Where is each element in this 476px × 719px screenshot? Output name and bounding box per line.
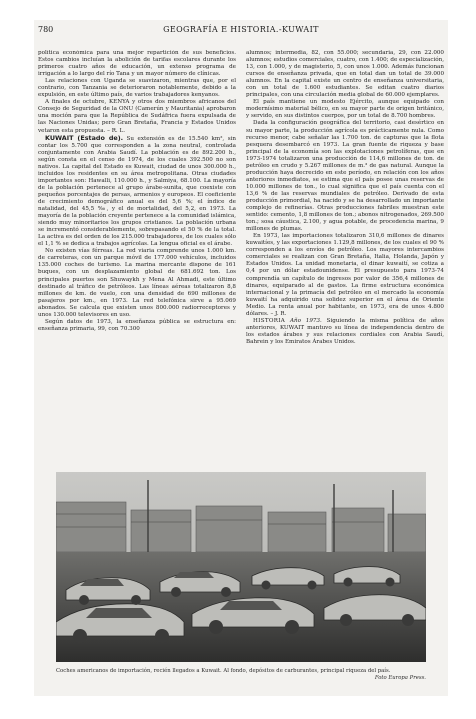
paragraph: Según datos de 1973, la enseñanza pública se estructura en: enseñanza primaria, 99, con 70.300 bbox=[38, 318, 236, 332]
photo-caption: Coches americanos de importación, recién llegados a Kuwait. Al fondo, depósitos de carburantes, principal riqueza del país. bbox=[56, 668, 391, 674]
section-year: Año 1973. bbox=[289, 317, 322, 324]
section-heading-kuwait: KUWAIT (Estado de). bbox=[45, 133, 124, 142]
paragraph: Las relaciones con Uganda se suavizaron, mientras que, por el contrario, con Tanzania se deterioraron notablemente, debido a la expulsión, en este último país, de varios trabajadores kenyanos. bbox=[38, 78, 236, 99]
page-header bbox=[34, 20, 448, 38]
left-column bbox=[38, 50, 236, 460]
paragraph: El país mantiene un modesto Ejército, aunque equipado con modernísimo material bélico, en su mayor parte de origen británico, y servido, en sus distintos cuerpos, por un total de 8.700 hombres. bbox=[246, 99, 444, 120]
photo-illustration bbox=[56, 472, 426, 662]
photo-credit: Foto Europa Press. bbox=[374, 675, 426, 681]
kuwait-section bbox=[38, 135, 236, 249]
historia-section bbox=[246, 318, 444, 346]
paragraph: No existen vías férreas. La red viaria comprende unos 1.000 km. de carreteras, con un parque móvil de 177.000 vehículos, incluidos 135.000 coches de turismo. La marina mercante dispone de 161 buques, con un desplazamiento global de 681.692 ton. Los principales puertos son Shuwaykh y Mena Al Ahmadi, este último destinado al tráfico de petróleos. Las líneas aéreas totalizaron 8,8 millones de km. de vuelo, con una densidad de 690 millones de pasajeros por km., en 1973. La red telefónica sirve a 95.069 abonados. Se calcula que existen unos 800.000 radiorreceptores y unos 130.000 televisores en uso. bbox=[38, 248, 236, 318]
paragraph: A finales de octubre, KENYA y otros dos miembros africanos del Consejo de Seguridad de la ONU (Camerún y Mauritania) aprobaron una moción para que la República de Sudáfrica fuera expulsada de las Naciones Unidas; pero Gran Bretaña, Francia y Estados Unidos vetaron esta propuesta. – R. L. bbox=[38, 99, 236, 134]
page-number: 780 bbox=[38, 25, 54, 34]
paragraph: En 1973, las importaciones totalizaron 310,6 millones de dinares kuwaitíes, y las exportaciones 1.129,8 millones, de los cuales el 90 % corresponden a los envíos de petróleo. Los mayores intercambios comerciales se realizan con Gran Bretaña, Italia, Holanda, Japón y Estados Unidos. La unidad monetaria, el dinar kuwaití, se cotiza a 0,4 por un dólar estadounidense. El presupuesto para 1973-74 comprendía un capítulo de ingresos por valor de 356,4 millones de dinares, equiparado al de gastos. La firme estructura económica internacional y la primacía del petróleo en el mercado la economía kuwaití ha adquirido una solidez superior en el área de Oriente Medio. La renta anual por habitante, en 1973, era de unos 4.800 dólares. – J. R. bbox=[246, 233, 444, 317]
paragraph: Dada la configuración geográfica del territorio, casi desértico en su mayor parte, la producción agrícola es prácticamente nula. Como recurso menor, cabe señalar las 1.700 ton. de capturas que la flota pesquera desembarcó en 1973. La gran fuente de riqueza y base principal de la economía son las explotaciones petrolíferas, que en 1973-1974 totalizaron una producción de 114,6 millones de ton. de petróleo en crudo y 5.267 millones de m.³ de gas natural. Aunque la producción haya decrecido en este período, en relación con los años anteriores inmediatos, se estima que el país posee unas reservas de 10.000 millones de ton., lo cual significa que el país cuenta con el 13,6 % de las reservas mundiales de petróleo. Derivado de esta producción primordial, ha nacido y se ha desarrollado un importante complejo de refinerías. Otras producciones fabriles muestran este sentido: cemento, 1,8 millones de ton.; abonos nitrogenados, 269.500 ton.; sosa cáustica, 2.100, y agua potable, de procedencia marina, 9 millones de plumas. bbox=[246, 120, 444, 233]
paragraph-text: Su extensión es de 15.540 km², sin contar los 5.700 que corresponden a la zona neutral, controlada conjuntamente con Arabia Saudí. La población es de 892.200 h., según consta en el censo de 1974, de los cuales 392.500 no son nativos. La capital del Estado es Kuwait, ciudad de unos 300.000 h., incluidos los residentes en su área metropolitana. Otras ciudades importantes son: Hawalli, 110.000 h., y Salmiya, 68.100. La mayoría de la población pertenece al grupo árabe-sunita, que coexiste con pequeños porcentajes de persas, armenios y europeos. El coeficiente de crecimiento demográfico anual es del 5,6 %; el índice de natalidad, del 45,5 ‰, y el de mortalidad, del 5,2, en 1973. La mayoría de la población creyente pertenece a la comunidad islámica, siendo muy minoritarios los grupos cristianos. La población urbana se incrementó considerablemente, sobrepasando el 50 % de la total. La activa es del orden de los 215.000 trabajadores, de los cuales sólo el 1,1 % se dedica a trabajos agrícolas. La lengua oficial es el árabe. bbox=[38, 135, 236, 248]
paragraph: alumnos; intermedia, 82, con 55.000; secundaria, 29, con 22.000 alumnos; estudios comerciales, cuatro, con 1.400; de especialización, 13, con 1.000, y de magisterio, 5, con unos 1.000. Además funcionan cursos de enseñanza privada, que en total dan un total de 39.000 alumnos. En la capital existe un centro de enseñanza universitaria, con un total de 1.600 estudiantes. Se editan cuatro diarios principales, con una circulación media global de 60.000 ejemplares. bbox=[246, 50, 444, 99]
section-heading-historia: HISTORIA bbox=[253, 317, 286, 324]
right-column bbox=[246, 50, 444, 468]
photograph-cars-at-port bbox=[56, 472, 426, 662]
magazine-page bbox=[34, 20, 448, 696]
paragraph: política económica para una mejor repartición de sus beneficios. Estos cambios incluían la abolición de tarifas escolares durante los primeros cuatro años de educación, un extenso programa de irrigación a lo largo del río Tana y un mayor número de clínicas. bbox=[38, 50, 236, 78]
paragraph-text: Siguiendo la misma política de años anteriores, KUWAIT mantuvo su línea de independencia dentro de los estados árabes y sus relaciones cordiales con Arabia Saudí, Bahrein y los Emiratos Árabes Unidos. bbox=[246, 317, 444, 345]
running-title: GEOGRAFÍA E HISTORIA.-KUWAIT bbox=[163, 25, 319, 34]
